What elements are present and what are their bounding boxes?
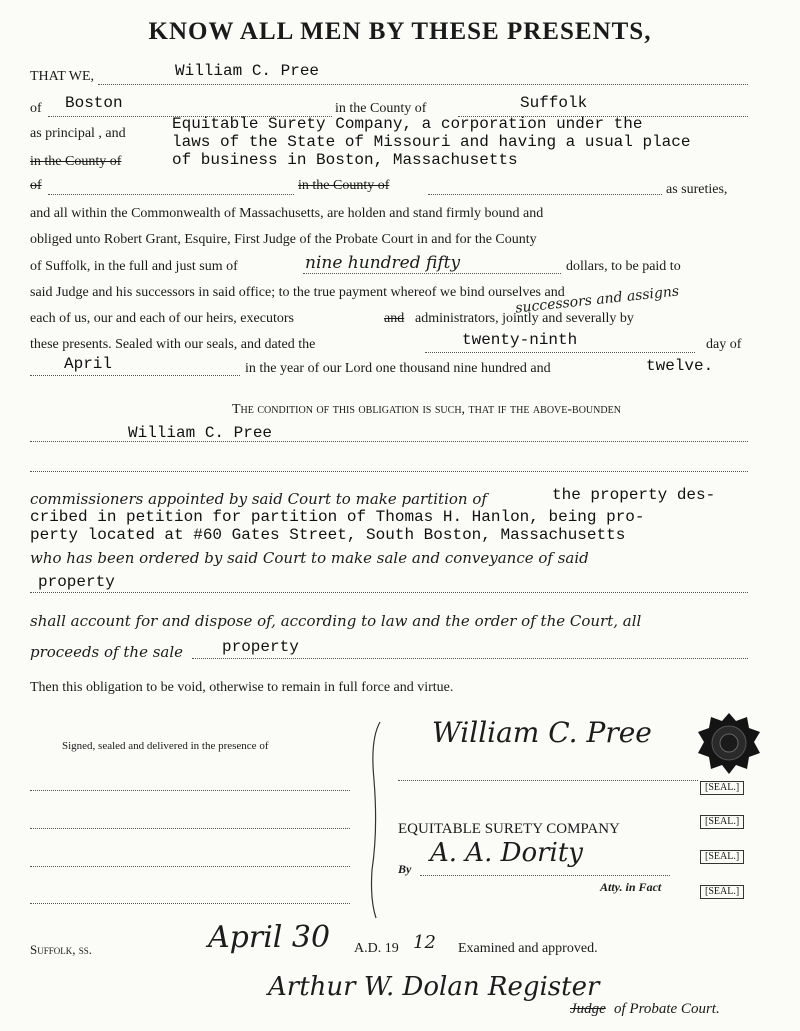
condition-tw-2: cribed in petition for partition of Thomas H. Hanlon, being pro- [30,508,645,526]
condition-hw-1: commissioners appointed by said Court to make partition of [30,490,487,508]
examined-approved-label: Examined and approved. [458,941,598,956]
of-label: of [30,101,42,116]
condition-name: William C. Pree [128,424,273,442]
condition-hw-2: who has been ordered by said Court to make sale and conveyance of said [30,549,589,567]
body-line-4: said Judge and his successors in said office; to the true payment whereof we bind ourselves and [30,285,565,300]
struck-county-of: in the County of [30,154,122,169]
dated-day: twenty-ninth [462,331,578,349]
condition-tw-3: perty located at #60 Gates Street, South Boston, Massachusetts [30,526,626,544]
probate-court-label: of Probate Court. [614,1001,720,1017]
successors-insert: successors and assigns [514,283,680,317]
attorney-in-fact-label: Atty. in Fact [600,880,662,894]
by-label: By [398,862,412,876]
company-name: EQUITABLE SURETY COMPANY [398,821,620,837]
ad-label: A.D. 19 [354,941,399,956]
seal-box-3: [SEAL.] [700,850,744,864]
condition-heading: The condition of this obligation is such, that if the above-bounden [232,402,621,417]
principal-county: Suffolk [520,94,588,112]
body-line-6b: day of [706,337,742,352]
seal-box-4: [SEAL.] [700,885,744,899]
bond-sum: nine hundred fifty [305,253,461,273]
struck-judge: Judge [570,1001,606,1017]
principal-city: Boston [65,94,123,112]
body-line-3b: dollars, to be paid to [566,259,681,274]
register-signature: Arthur W. Dolan Register [268,972,600,1002]
that-we-label: THAT WE, [30,69,95,84]
body-line-1: and all within the Commonwealth of Massachusetts, are holden and stand firmly bound and [30,206,544,221]
signature-bracket [368,720,382,920]
witness-label: Signed, sealed and delivered in the presence of [62,740,269,752]
surety-line-3: of business in Boston, Massachusetts [172,151,518,169]
wax-seal-icon [696,712,762,778]
as-sureties-label: as sureties, [666,182,728,197]
body-line-5a: each of us, our and each of our heirs, executors [30,311,294,326]
as-principal-label: as principal , and [30,126,126,141]
condition-tw-5: property [222,638,299,656]
void-clause: Then this obligation to be void, otherwise to remain in full force and virtue. [30,680,454,695]
approval-year: 12 [413,932,436,953]
agent-signature: A. A. Dority [430,838,583,868]
principal-name: William C. Pree [175,62,320,80]
struck-of: of [30,178,42,193]
body-line-5b: administrators, jointly and severally by [415,311,634,326]
body-line-7: in the year of our Lord one thousand nine hundred and [245,361,551,376]
dated-month: April [64,355,113,373]
condition-tw-1: the property des- [552,486,716,504]
in-county-label: in the County of [335,101,427,116]
struck-and: and [384,311,405,326]
seal-box-1: [SEAL.] [700,781,744,795]
condition-hw-4: proceeds of the sale [30,643,184,661]
surety-line-1: Equitable Surety Company, a corporation under the [172,115,643,133]
approval-date: April 30 [208,920,331,955]
struck-in-county: in the County of [298,178,390,193]
year-word: twelve. [646,357,714,375]
condition-hw-3: shall account for and dispose of, according to law and the order of the Court, all [30,612,642,630]
principal-signature: William C. Pree [432,716,652,749]
body-line-2: obliged unto Robert Grant, Esquire, First Judge of the Probate Court in and for the County [30,232,537,247]
surety-line-2: laws of the State of Missouri and having a usual place [172,133,691,151]
body-line-3a: of Suffolk, in the full and just sum of [30,259,238,274]
seal-box-2: [SEAL.] [700,815,744,829]
document-title: KNOW ALL MEN BY THESE PRESENTS, [148,18,652,45]
condition-tw-4: property [38,573,115,591]
suffolk-ss-label: Suffolk, ss. [30,942,92,957]
body-line-6a: these presents. Sealed with our seals, and dated the [30,337,316,352]
